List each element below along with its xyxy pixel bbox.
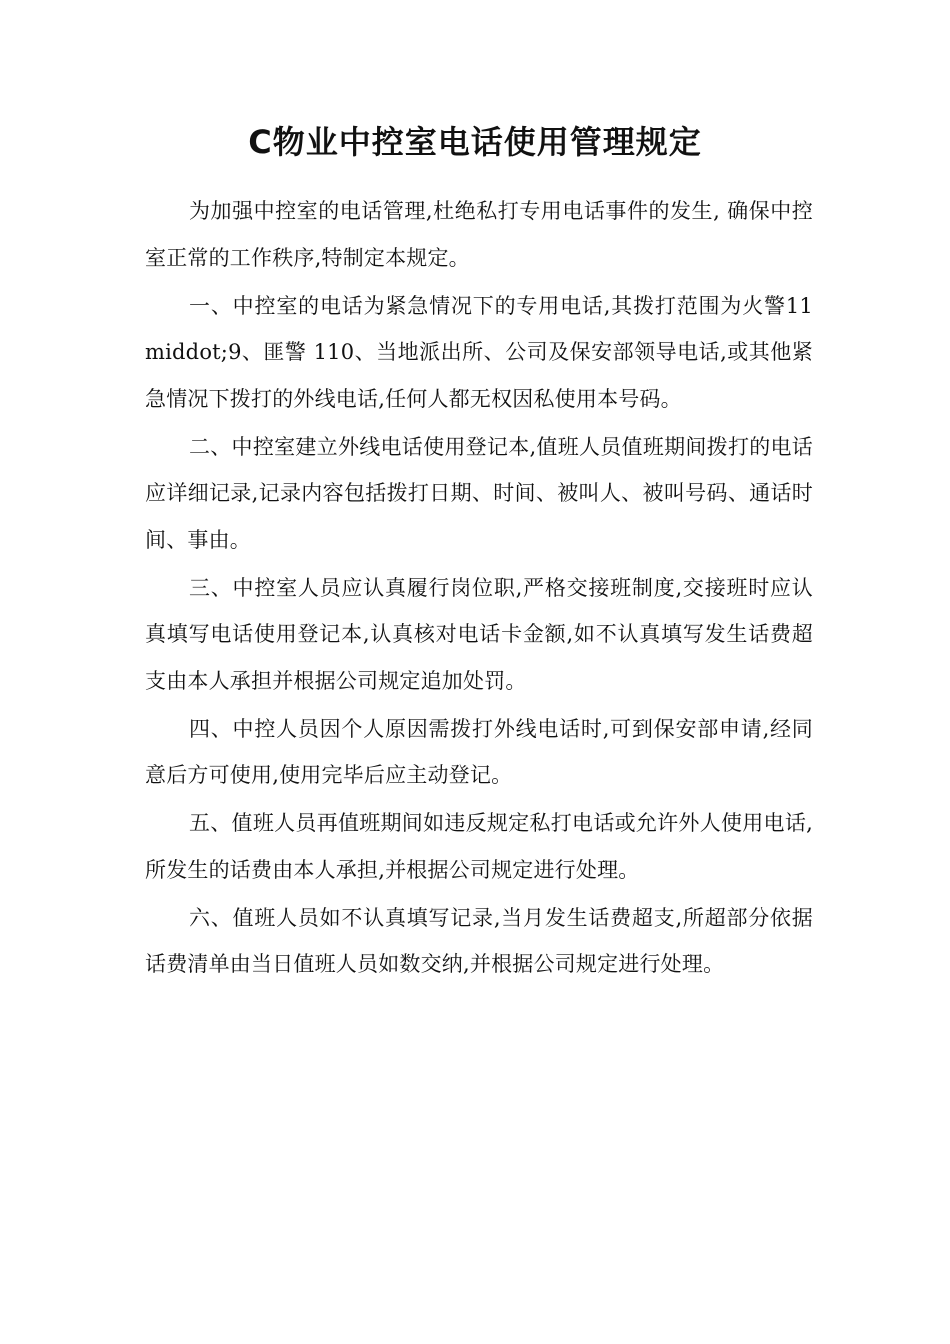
rule-paragraph-6: 六、值班人员如不认真填写记录,当月发生话费超支,所超部分依据话费清单由当日值班人员如数交纳,并根据公司规定进行处理。 (145, 905, 813, 976)
intro-paragraph: 为加强中控室的电话管理,杜绝私打专用电话事件的发生, 确保中控室正常的工作秩序,特制定本规定。 (145, 199, 813, 270)
rule-paragraph-1: 一、中控室的电话为紧急情况下的专用电话,其拨打范围为火警11middot;9、匪警 110、当地派出所、公司及保安部领导电话,或其他紧急情况下拨打的外线电话,任何人都无权因私使用本号码。 (145, 293, 813, 411)
rule-paragraph-2: 二、中控室建立外线电话使用登记本,值班人员值班期间拨打的电话应详细记录,记录内容包括拨打日期、时间、被叫人、被叫号码、通话时间、事由。 (145, 434, 813, 552)
document-body (145, 188, 813, 989)
document-title: C物业中控室电话使用管理规定 (248, 123, 702, 161)
rule-paragraph-3: 三、中控室人员应认真履行岗位职,严格交接班制度,交接班时应认真填写电话使用登记本,认真核对电话卡金额,如不认真填写发生话费超支由本人承担并根据公司规定追加处罚。 (145, 575, 813, 693)
rule-paragraph-5: 五、值班人员再值班期间如违反规定私打电话或允许外人使用电话,所发生的话费由本人承担,并根据公司规定进行处理。 (145, 811, 813, 882)
rule-paragraph-4: 四、中控人员因个人原因需拨打外线电话时,可到保安部申请,经同意后方可使用,使用完毕后应主动登记。 (145, 716, 813, 787)
